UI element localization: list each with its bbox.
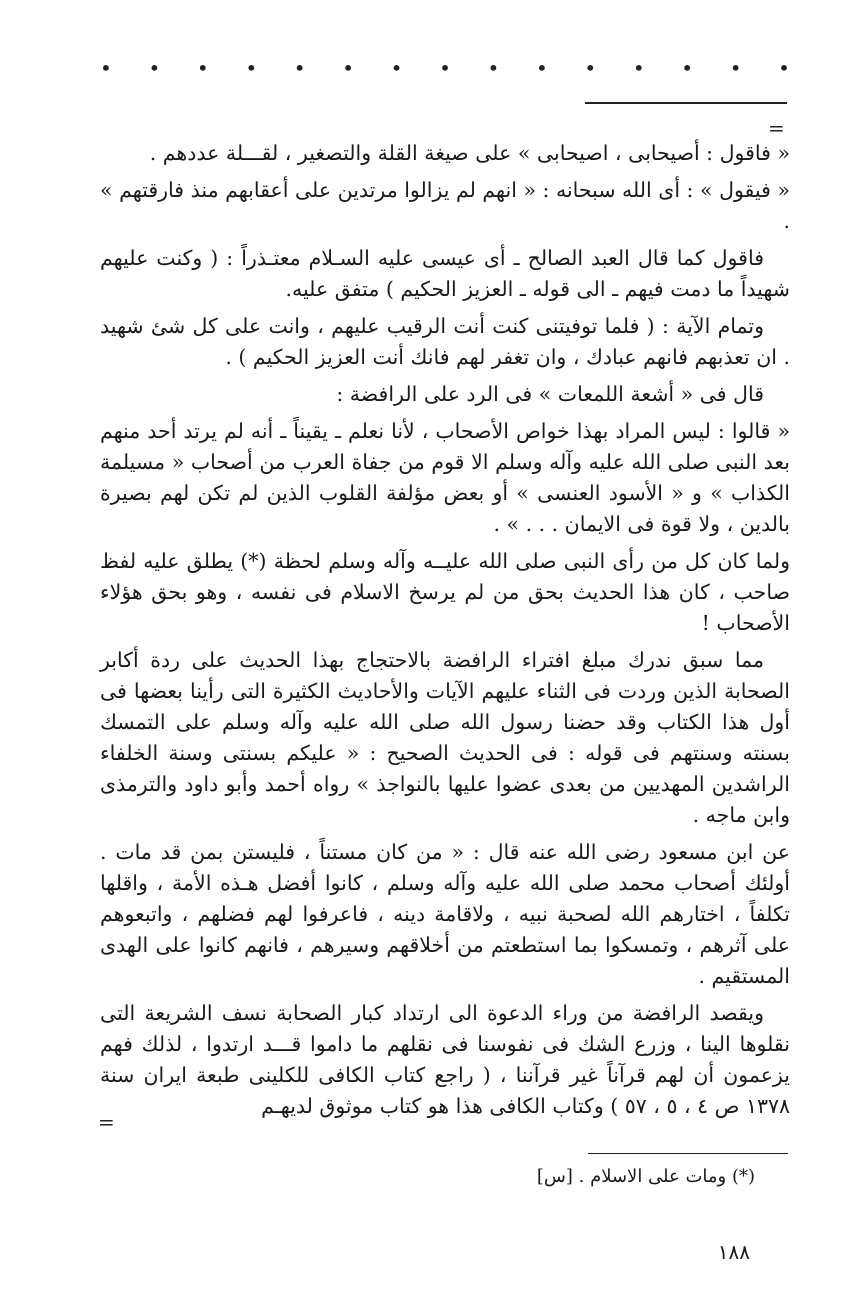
paragraph: « فيقول » : أى الله سبحانه : « انهم لم يزالوا مرتدين على أعقابهم منذ فارقتهم » . <box>100 178 790 233</box>
header-dot: • <box>778 56 790 80</box>
header-dot: • <box>681 56 694 80</box>
header-dot: • <box>390 56 403 80</box>
paragraph: « قالوا : ليس المراد بهذا خواص الأصحاب ، لأنا نعلم ـ يقيناً ـ أنه لم يرتد أحد منهم بعد النبى صلى الله عليه وآله وسلم الا قوم من جفاة العرب من أصحاب « مسيلمة الكذاب » و « الأسود العنسى » أو بعض مؤلفة القلوب الذين لم تكن لهم بصيرة بالدين ، ولا قوة فى الايمان . . . » . <box>100 419 790 536</box>
header-dot: • <box>100 56 112 80</box>
body-text <box>100 138 790 1128</box>
header-dot: • <box>535 56 548 80</box>
paragraph: ولما كان كل من رأى النبى صلى الله عليــه وآله وسلم لحظة (*) يطلق عليه لفظ صاحب ، كان هذا الحديث بحق من لم يرسخ الاسلام فى نفسه ، وهو بحق هؤلاء الأصحاب ! <box>100 549 790 635</box>
footnote-rule <box>588 1153 788 1154</box>
header-dot: • <box>632 56 645 80</box>
header-dot: • <box>245 56 258 80</box>
header-dot: • <box>293 56 306 80</box>
paragraph: قال فى « أشعة اللمعات » فى الرد على الرافضة : <box>336 382 764 406</box>
page-number: ١٨٨ <box>717 1240 750 1264</box>
continuation-mark-top: = <box>768 116 785 140</box>
header-dot: • <box>148 56 161 80</box>
header-dot: • <box>729 56 742 80</box>
continuation-mark-bottom: = <box>98 1110 115 1134</box>
header-dot: • <box>487 56 500 80</box>
header-dot: • <box>439 56 451 80</box>
paragraph: عن ابن مسعود رضى الله عنه قال : « من كان مستناً ، فليستن بمن قد مات . أولئك أصحاب محمد صلى الله عليه وآله وسلم ، كانوا أفضل هـذه الأمة ، واقلها تكلفاً ، اختارهم الله لصحبة نبيه ، ولاقامة دينه ، فاعرفوا لهم فضلهم ، واتبعوهم على آثرهم ، وتمسكوا بما استطعتم من أخلاقهم وسيرهم ، فانهم كانوا على الهدى المستقيم . <box>100 840 790 988</box>
paragraph: « فاقول : أصيحابى ، اصيحابى » على صيغة القلة والتصغير ، لقـــلة عددهم . <box>149 141 790 165</box>
paragraph: مما سبق ندرك مبلغ افتراء الرافضة بالاحتجاج بهذا الحديث على ردة أكابر الصحابة الذين وردت فى الثناء عليهم الآيات والأحاديث الكثيرة التى رأينا بعضها فى أول هذا الكتاب وقد حضنا رسول الله صلى الله عليه وآله وسلم على التمسك بسنته وسنتهم فى قوله : فى الحديث الصحيح : « عليكم بسنتى وسنة الخلفاء الراشدين المهديين من بعدى عضوا عليها بالنواجذ » رواه أحمد وأبو داود والترمذى وابن ماجه . <box>100 648 790 827</box>
paragraph: ويقصد الرافضة من وراء الدعوة الى ارتداد كبار الصحابة نسف الشريعة التى نقلوها الينا ، وزرع الشك فى نفوسنا فى نقلهم ما داموا قـــد ارتدوا ، لذلك فهم يزعمون أن لهم قرآناً غير قرآننا ، ( راجع كتاب الكافى للكلينى طبعة ايران سنة ١٣٧٨ ص ٤ ، ٥ ، ٥٧ ) وكتاب الكافى هذا هو كتاب موثوق لديهـم <box>100 1001 790 1118</box>
footnote: (*) ومات على الاسلام . [س] <box>536 1166 755 1187</box>
paragraph: فاقول كما قال العبد الصالح ـ أى عيسى عليه السـلام معتـذراً : ( وكنت عليهم شهيداً ما دمت فيهم ـ الى قوله ـ العزيز الحكيم ) متفق عليه. <box>100 246 790 301</box>
header-dot-row <box>100 58 790 78</box>
header-rule <box>585 102 787 104</box>
header-dot: • <box>342 56 354 80</box>
header-dot: • <box>196 56 209 80</box>
paragraph: وتمام الآية : ( فلما توفيتنى كنت أنت الرقيب عليهم ، وانت على كل شئ شهيد . ان تعذبهم فانهم عبادك ، وان تغفر لهم فانك أنت العزيز الحكيم ) . <box>100 314 790 369</box>
header-dot: • <box>584 56 597 80</box>
